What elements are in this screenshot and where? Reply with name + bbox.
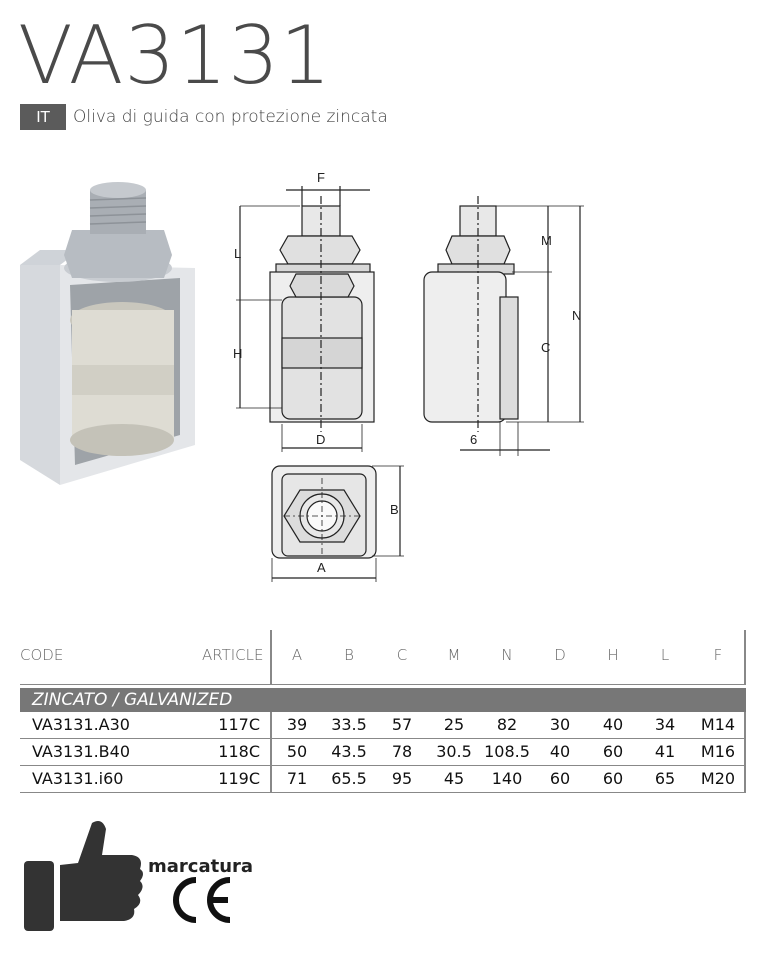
- right-border: [744, 739, 746, 765]
- right-border: [744, 630, 746, 684]
- cell-h: 60: [602, 742, 624, 761]
- col-header-l: L: [660, 646, 670, 664]
- front-view-drawing: [236, 186, 374, 452]
- cell-c: 95: [391, 769, 413, 788]
- cell-n: 108.5: [484, 742, 530, 761]
- dim-label-f: F: [317, 170, 325, 185]
- cell-f: M16: [700, 742, 736, 761]
- cell-l: 65: [654, 769, 676, 788]
- dim-label-c: C: [541, 340, 551, 355]
- cell-d: 30: [549, 715, 571, 734]
- cell-d: 60: [549, 769, 571, 788]
- product-render: [20, 182, 195, 485]
- cell-m: 45: [443, 769, 465, 788]
- table-row: [20, 766, 746, 793]
- cell-a: 39: [286, 715, 308, 734]
- cell-m: 30.5: [436, 742, 472, 761]
- cell-l: 41: [654, 742, 676, 761]
- col-header-m: M: [447, 646, 461, 664]
- section-header-galvanized: ZINCATO / GALVANIZED: [20, 688, 746, 712]
- cell-b: 43.5: [331, 742, 367, 761]
- cell-h: 60: [602, 769, 624, 788]
- dim-label-b: B: [390, 502, 399, 517]
- side-view-drawing: [424, 196, 584, 456]
- table-header: [20, 632, 746, 685]
- marking-label: marcatura: [148, 856, 254, 877]
- cell-c: 57: [391, 715, 413, 734]
- cell-code: VA3131.i60: [32, 769, 124, 788]
- product-title: VA3131: [18, 9, 332, 102]
- col-header-a: A: [291, 646, 303, 664]
- col-header-c: C: [396, 646, 408, 664]
- cell-d: 40: [549, 742, 571, 761]
- cell-a: 71: [286, 769, 308, 788]
- product-figure: [0, 160, 600, 590]
- cell-f: M14: [700, 715, 736, 734]
- column-divider: [270, 712, 272, 738]
- dim-label-d: D: [316, 432, 326, 447]
- col-header-h: H: [607, 646, 619, 664]
- right-border: [744, 766, 746, 792]
- col-header-b: B: [344, 646, 354, 664]
- col-header-f: F: [713, 646, 723, 664]
- cell-l: 34: [654, 715, 676, 734]
- col-header-article: ARTICLE: [202, 646, 264, 664]
- cell-code: VA3131.B40: [32, 742, 131, 761]
- dim-label-h: H: [233, 346, 243, 361]
- dim-label-m: M: [541, 233, 552, 248]
- col-header-code: CODE: [20, 646, 64, 664]
- cell-c: 78: [391, 742, 413, 761]
- cell-b: 65.5: [331, 769, 367, 788]
- col-header-d: D: [554, 646, 566, 664]
- dim-label-6: 6: [470, 432, 478, 447]
- ce-mark-icon: [168, 874, 238, 926]
- right-border: [744, 712, 746, 738]
- cell-n: 140: [491, 769, 523, 788]
- cell-article: 118C: [218, 742, 260, 761]
- column-divider: [270, 630, 272, 684]
- cell-a: 50: [286, 742, 308, 761]
- cell-code: VA3131.A30: [32, 715, 130, 734]
- dim-label-a: A: [317, 560, 326, 575]
- cell-article: 117C: [218, 715, 260, 734]
- col-header-n: N: [501, 646, 513, 664]
- cell-b: 33.5: [331, 715, 367, 734]
- cell-n: 82: [496, 715, 518, 734]
- product-description: Oliva di guida con protezione zincata: [73, 107, 388, 127]
- cell-m: 25: [443, 715, 465, 734]
- thumbs-up-icon: [20, 815, 150, 935]
- cell-article: 119C: [218, 769, 260, 788]
- dimensions-table: [20, 632, 746, 793]
- column-divider: [270, 766, 272, 792]
- language-badge: IT: [20, 104, 66, 130]
- cell-f: M20: [700, 769, 736, 788]
- top-view-drawing: [272, 466, 404, 582]
- dim-label-l: L: [234, 246, 242, 261]
- table-row: [20, 712, 746, 739]
- cell-h: 40: [602, 715, 624, 734]
- table-row: [20, 739, 746, 766]
- column-divider: [270, 739, 272, 765]
- dim-label-n: N: [572, 308, 582, 323]
